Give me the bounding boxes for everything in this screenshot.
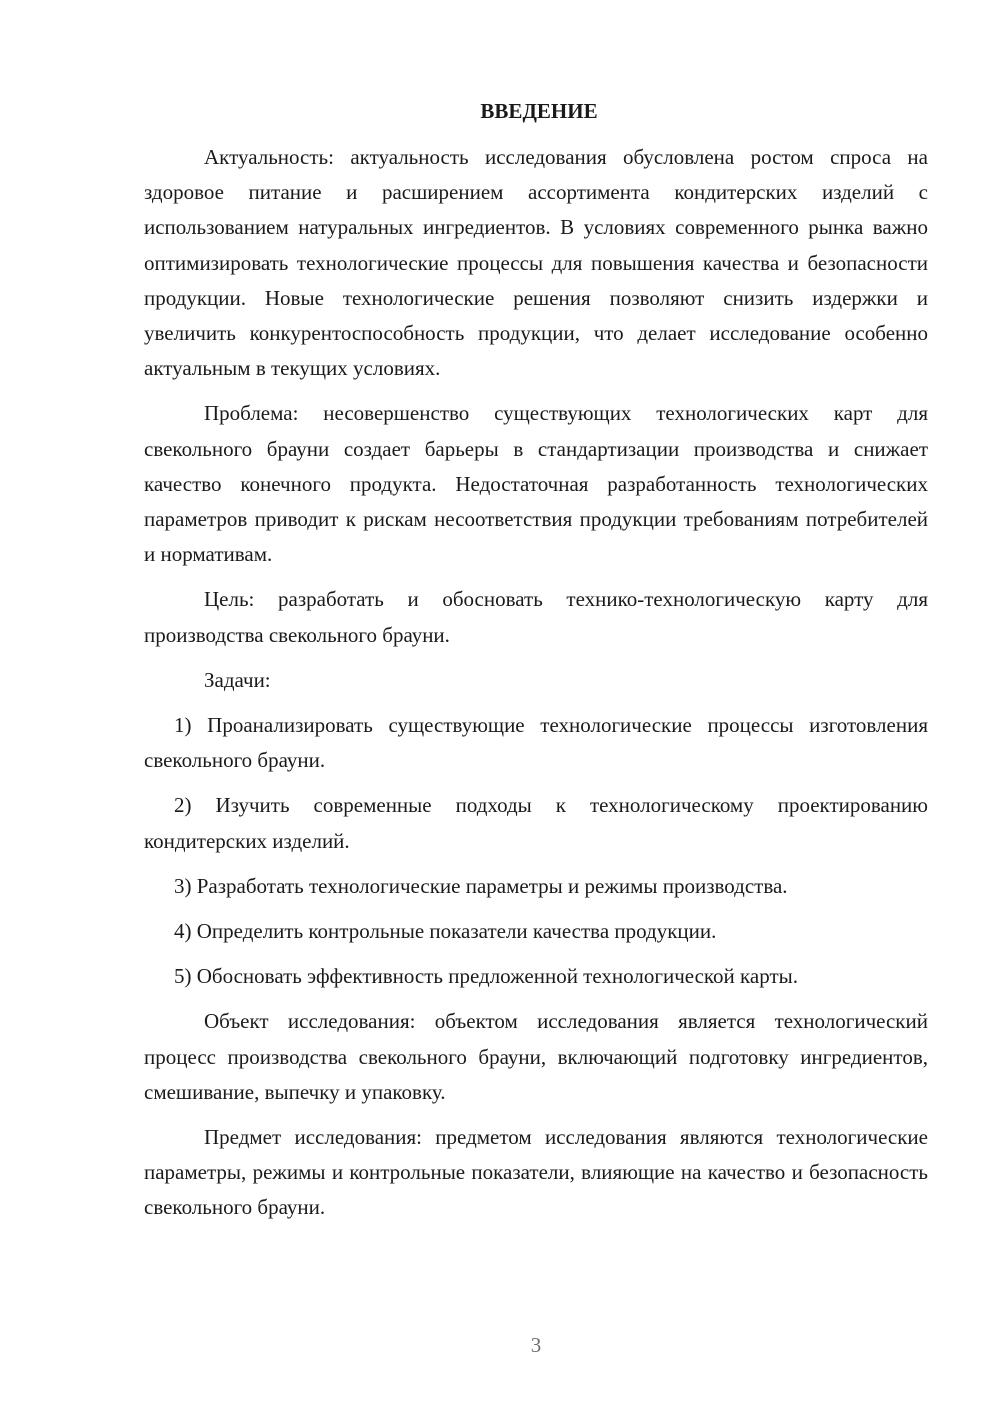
page-title: ВВЕДЕНИЕ <box>480 99 598 123</box>
task-item-1: 1) Проанализировать существующие технологические процессы изготовления свекольного брауни. <box>144 713 928 773</box>
paragraph-object: Объект исследования: объектом исследования является технологический процесс производства свекольного брауни, включающий подготовку ингредиентов, смешивание, выпечку и упаковку. <box>144 1009 928 1104</box>
task-item-3: 3) Разработать технологические параметры и режимы производства. <box>174 873 788 898</box>
page-content <box>144 96 928 1236</box>
page-number: 3 <box>530 1333 542 1357</box>
task-item-4: 4) Определить контрольные показатели качества продукции. <box>174 919 717 944</box>
task-item-2: 2) Изучить современные подходы к технологическому проектированию кондитерских изделий. <box>144 793 928 853</box>
paragraph-subject: Предмет исследования: предметом исследования являются технологические параметры, режимы и контрольные показатели, влияющие на качество и безопасность свекольного брауни. <box>144 1125 928 1220</box>
task-item-5: 5) Обосновать эффективность предложенной технологической карты. <box>174 964 799 989</box>
paragraph-goal: Цель: разработать и обосновать технико-технологическую карту для производства свекольного брауни. <box>144 587 928 647</box>
tasks-label: Задачи: <box>204 667 271 692</box>
paragraph-relevance: Актуальность: актуальность исследования обусловлена ростом спроса на здоровое питание и расширением ассортимента кондитерских изделий с использованием натуральных ингредиентов. В условиях современного рынка важно оптимизировать технологические процессы для повышения качества и безопасности продукции. Новые технологические решения позволяют снизить издержки и увеличить конкурентоспособность продукции, что делает исследование особенно актуальным в текущих условиях. <box>144 145 928 381</box>
paragraph-problem: Проблема: несовершенство существующих технологических карт для свекольного брауни создает барьеры в стандартизации производства и снижает качество конечного продукта. Недостаточная разработанность технологических параметров приводит к рискам несоответствия продукции требованиям потребителей и нормативам. <box>144 401 928 567</box>
